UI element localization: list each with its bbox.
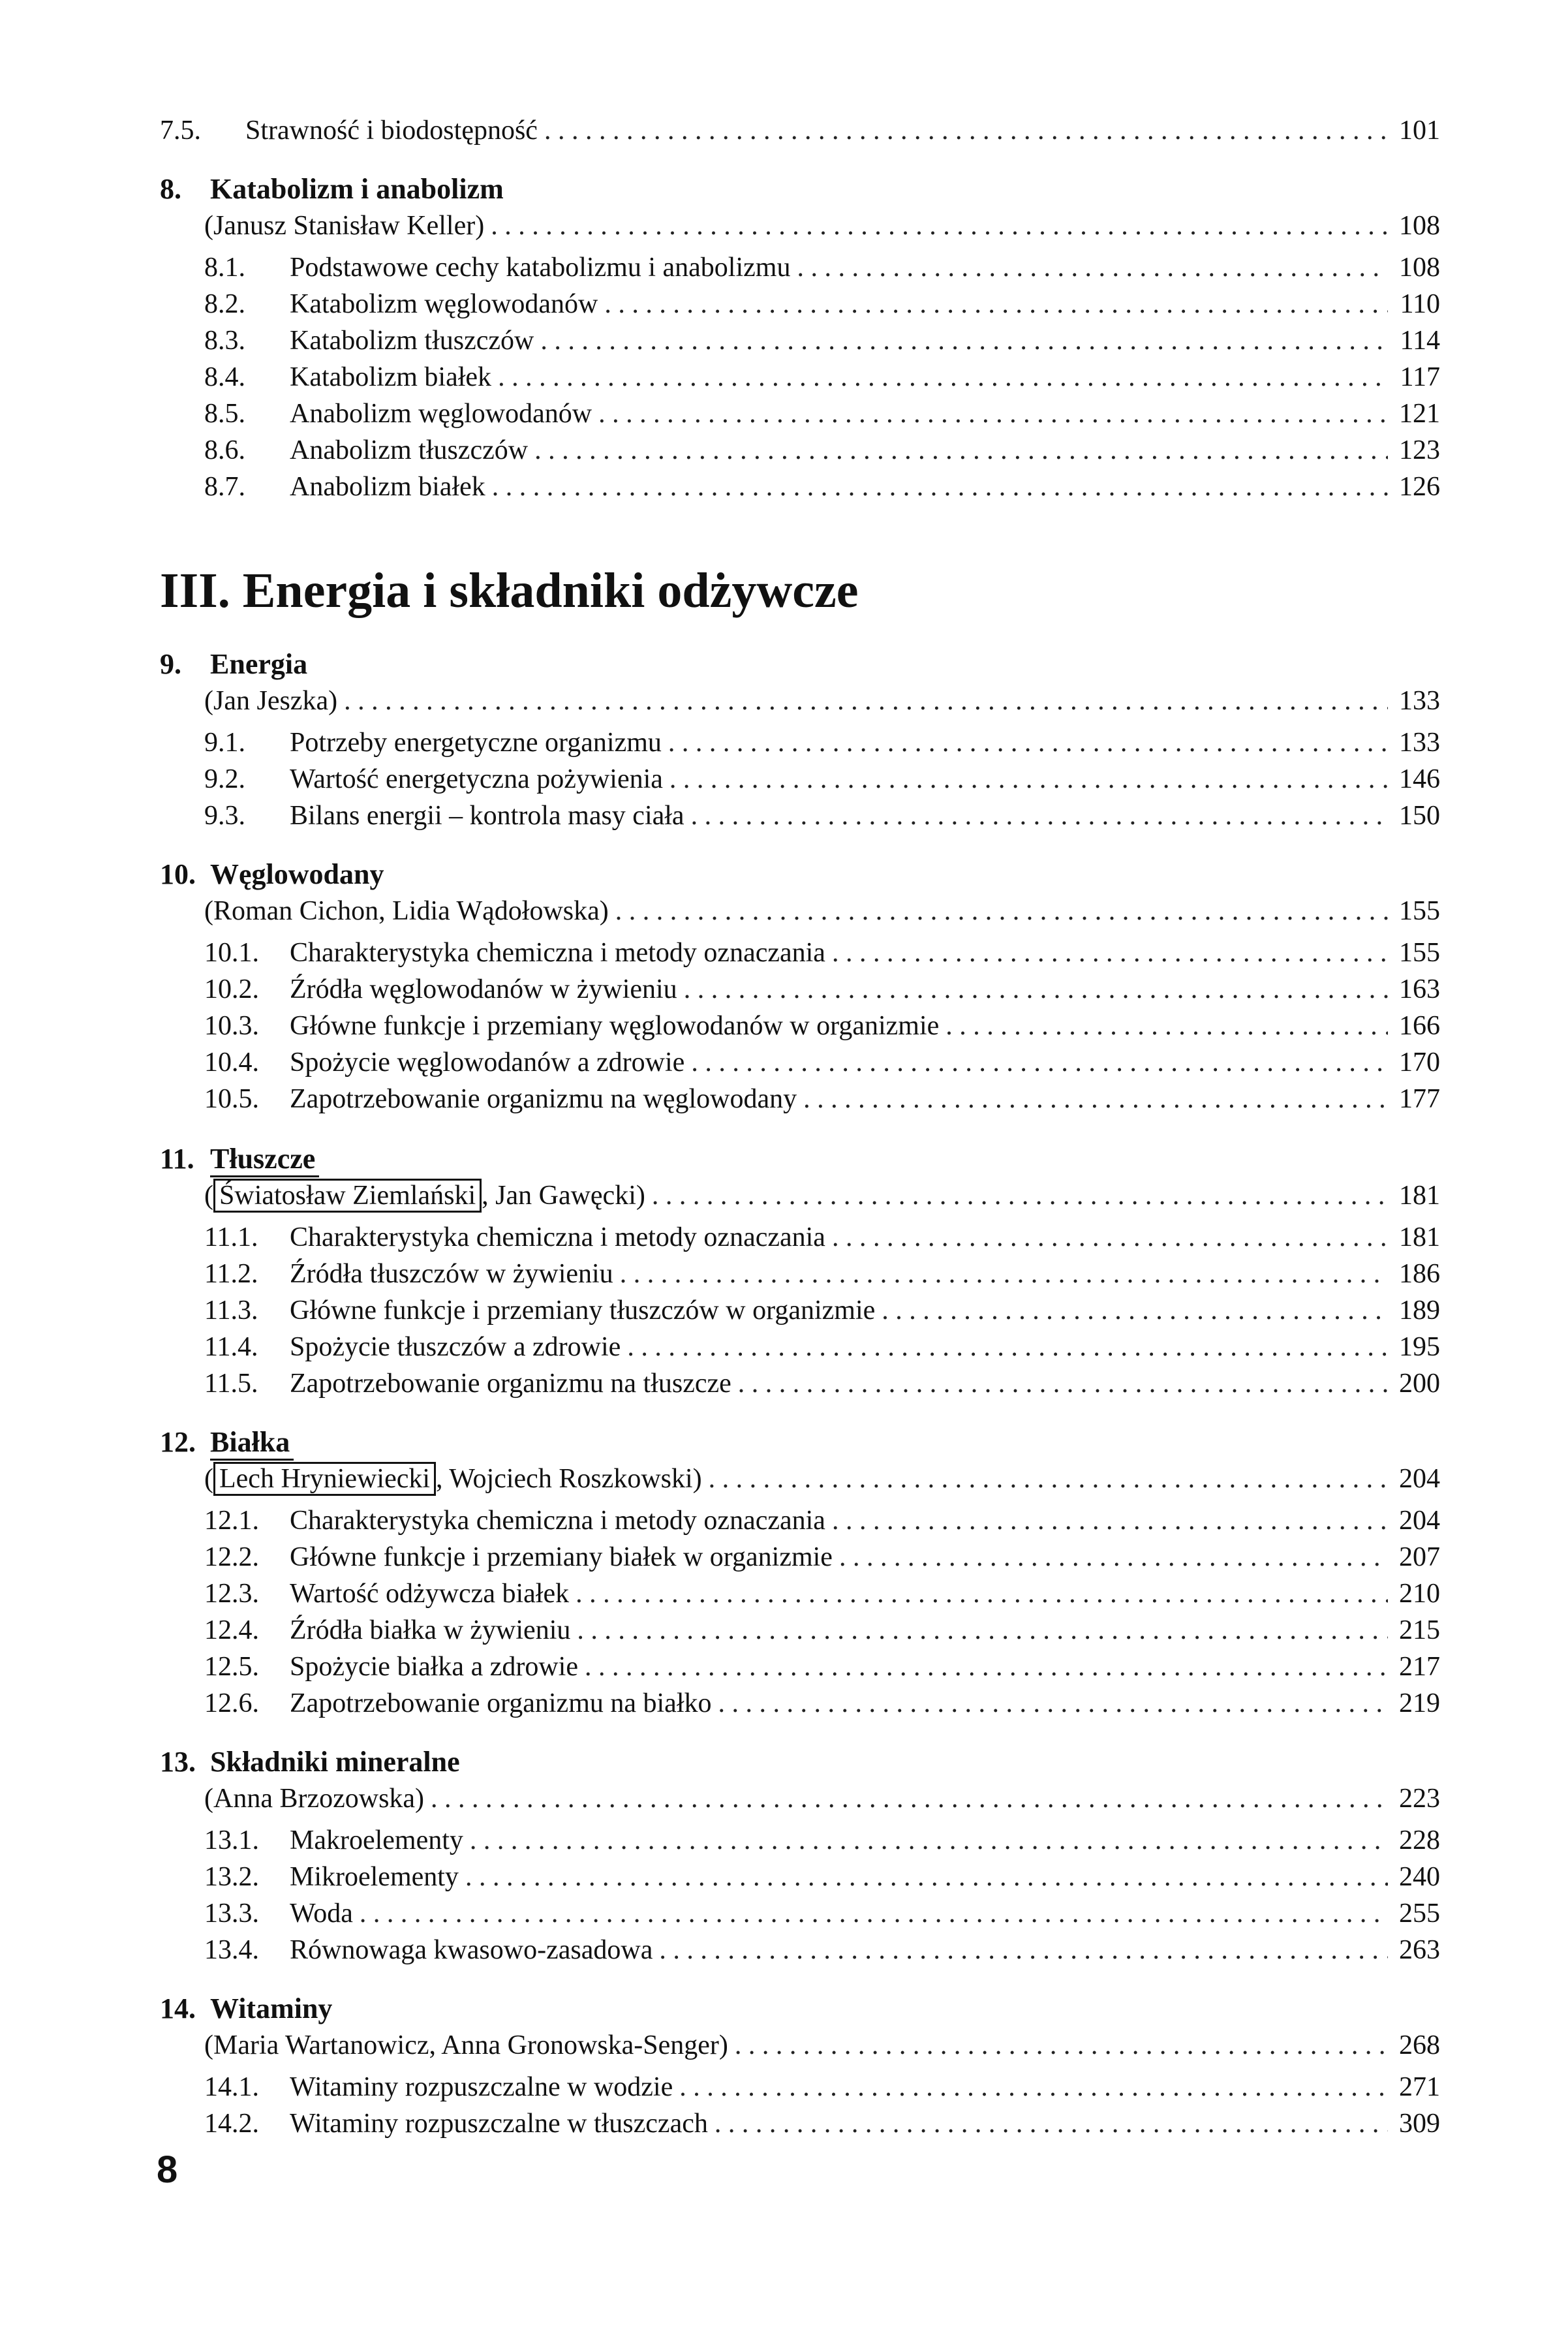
toc-entry [160, 395, 1440, 432]
entry-page: 240 [1399, 1862, 1440, 1892]
chapter-heading [160, 1141, 1440, 1177]
entry-page: 228 [1399, 1825, 1440, 1855]
entry-number: 10.5. [204, 1084, 259, 1114]
entry-page: 215 [1399, 1615, 1440, 1645]
entry-page: 309 [1399, 2109, 1440, 2139]
dot-leader [491, 208, 1388, 244]
entry-number: 12.3. [204, 1579, 259, 1609]
entry-title: Katabolizm węglowodanów [290, 289, 598, 319]
entry-title: Spożycie węglowodanów a zdrowie [290, 1047, 685, 1077]
dot-leader [832, 935, 1388, 971]
dot-leader [585, 1649, 1388, 1685]
entry-title: Anabolizm tłuszczów [290, 435, 529, 465]
chapter-heading [160, 1744, 1440, 1780]
chapter-title: Tłuszcze [210, 1141, 319, 1177]
toc-entry [160, 1822, 1440, 1859]
chapter-heading [160, 1991, 1440, 2027]
entry-title: Źródła węglowodanów w żywieniu [290, 974, 677, 1004]
entry-page: 177 [1399, 1084, 1440, 1114]
dot-leader [431, 1780, 1388, 1817]
chapter-heading [160, 1424, 1440, 1461]
toc-entry [160, 1685, 1440, 1722]
chapter-heading [160, 646, 1440, 683]
toc-entry [160, 1539, 1440, 1575]
entry-page: 114 [1400, 326, 1440, 356]
chapter-title: Składniki mineralne [210, 1746, 460, 1778]
entry-number: 14.1. [204, 2072, 259, 2102]
dot-leader [659, 1932, 1388, 1968]
entry-title: Spożycie tłuszczów a zdrowie [290, 1332, 621, 1362]
chapter-heading [160, 171, 1440, 208]
toc-entry [160, 1612, 1440, 1649]
entry-title: Źródła białka w żywieniu [290, 1615, 571, 1645]
entry-page: 101 [1399, 116, 1440, 146]
entry-page: 108 [1399, 211, 1440, 241]
chapter-title: Białka [210, 1424, 294, 1461]
toc-chapter-14 [160, 1991, 1440, 2142]
author-names: (Janusz Stanisław Keller) [204, 211, 485, 241]
chapter-number: 9. [160, 648, 181, 680]
dot-leader [803, 1081, 1388, 1117]
toc-entry [160, 1932, 1440, 1968]
author-names [160, 1461, 702, 1497]
entry-number: 13.2. [204, 1862, 259, 1892]
author-open-paren: ( [204, 1181, 213, 1211]
dot-leader [344, 683, 1388, 719]
entry-page: 268 [1399, 2030, 1440, 2060]
toc-entry [160, 1008, 1440, 1044]
entry-number: 8.7. [204, 472, 245, 502]
dot-leader [492, 469, 1388, 505]
boxed-author: Światosław Ziemlański [213, 1179, 482, 1213]
entry-page: 189 [1399, 1295, 1440, 1326]
dot-leader [598, 395, 1388, 432]
toc-entry [160, 2069, 1440, 2105]
author-rest: , Jan Gawęcki) [482, 1181, 645, 1211]
entry-title: Woda [290, 1899, 353, 1929]
toc-entry [160, 1329, 1440, 1365]
entry-page: 155 [1399, 938, 1440, 968]
toc-entry [160, 1895, 1440, 1932]
entry-title: Zapotrzebowanie organizmu na węglowodany [290, 1084, 797, 1114]
dot-leader [832, 1502, 1388, 1539]
dot-leader [576, 1575, 1388, 1612]
toc-chapter-11 [160, 1141, 1440, 1402]
toc-entry [160, 761, 1440, 798]
entry-page: 150 [1399, 801, 1440, 831]
dot-leader [709, 1461, 1388, 1497]
author-names [160, 1177, 645, 1214]
entry-page: 163 [1399, 974, 1440, 1004]
entry-title: Równowaga kwasowo-zasadowa [290, 1935, 653, 1965]
entry-title: Katabolizm białek [290, 362, 492, 392]
chapter-author [160, 208, 1440, 244]
entry-number: 8.4. [204, 362, 245, 392]
dot-leader [715, 2105, 1388, 2142]
toc-entry [160, 286, 1440, 322]
dot-leader [465, 1859, 1388, 1895]
author-open-paren: ( [204, 1464, 213, 1494]
entry-page: 170 [1399, 1047, 1440, 1077]
entry-title: Źródła tłuszczów w żywieniu [290, 1259, 613, 1289]
toc-entry [160, 1292, 1440, 1329]
toc-chapter-10 [160, 856, 1440, 1117]
toc-entry [160, 935, 1440, 971]
chapter-number: 8. [160, 173, 181, 205]
entry-number: 8.6. [204, 435, 245, 465]
chapter-author [160, 893, 1440, 929]
entry-title: Katabolizm tłuszczów [290, 326, 534, 356]
dot-leader [604, 286, 1388, 322]
entry-title: Zapotrzebowanie organizmu na białko [290, 1688, 712, 1718]
chapter-author [160, 1780, 1440, 1817]
entry-number: 13.4. [204, 1935, 259, 1965]
author-names: (Maria Wartanowicz, Anna Gronowska-Senger) [204, 2030, 728, 2060]
entry-page: 217 [1399, 1652, 1440, 1682]
entry-number: 12.6. [204, 1688, 259, 1718]
dot-leader [652, 1177, 1388, 1214]
entry-title: Główne funkcje i przemiany węglowodanów w organizmie [290, 1011, 940, 1041]
author-rest: , Wojciech Roszkowski) [436, 1464, 702, 1494]
entry-page: 204 [1399, 1464, 1440, 1494]
entry-page: 155 [1399, 896, 1440, 926]
entry-page: 204 [1399, 1506, 1440, 1536]
entry-page: 271 [1399, 2072, 1440, 2102]
chapter-number: 10. [160, 858, 196, 890]
toc-entry [160, 1081, 1440, 1117]
dot-leader [669, 761, 1388, 798]
dot-leader [360, 1895, 1388, 1932]
chapter-number: 12. [160, 1426, 196, 1458]
toc-entry [160, 1044, 1440, 1081]
entry-number: 11.3. [204, 1295, 258, 1326]
entry-title: Spożycie białka a zdrowie [290, 1652, 578, 1682]
toc-entry [160, 1575, 1440, 1612]
chapter-title: Witaminy [210, 1992, 333, 2024]
entry-title: Makroelementy [290, 1825, 463, 1855]
entry-number: 9.1. [204, 728, 245, 758]
entry-number: 10.3. [204, 1011, 259, 1041]
chapter-heading [160, 856, 1440, 893]
entry-number: 14.2. [204, 2109, 259, 2139]
dot-leader [668, 724, 1388, 761]
toc-chapter-9 [160, 646, 1440, 834]
dot-leader [882, 1292, 1388, 1329]
entry-number: 8.1. [204, 253, 245, 283]
entry-title: Witaminy rozpuszczalne w wodzie [290, 2072, 673, 2102]
entry-number: 8.2. [204, 289, 245, 319]
toc-entry [160, 469, 1440, 505]
entry-page: 121 [1399, 399, 1440, 429]
entry-title: Charakterystyka chemiczna i metody oznaczania [290, 938, 825, 968]
toc-entry [160, 1859, 1440, 1895]
chapter-number: 11. [160, 1143, 194, 1175]
toc-entry [160, 798, 1440, 834]
entry-title: Zapotrzebowanie organizmu na tłuszcze [290, 1369, 731, 1399]
entry-page: 166 [1399, 1011, 1440, 1041]
entry-number: 10.1. [204, 938, 259, 968]
chapter-title: Energia [210, 648, 308, 680]
dot-leader [735, 2027, 1388, 2064]
entry-page: 110 [1400, 289, 1440, 319]
entry-title: Podstawowe cechy katabolizmu i anabolizmu [290, 253, 791, 283]
entry-page: 117 [1400, 362, 1440, 392]
toc-entry [160, 112, 1440, 149]
chapter-author [160, 1461, 1440, 1497]
entry-number: 11.5. [204, 1369, 258, 1399]
dot-leader [498, 359, 1388, 395]
entry-number: 10.2. [204, 974, 259, 1004]
toc-chapter-13 [160, 1744, 1440, 1968]
part-title: III. Energia i składniki odżywcze [160, 563, 859, 618]
entry-number: 11.4. [204, 1332, 258, 1362]
entry-title: Główne funkcje i przemiany białek w organizmie [290, 1542, 833, 1572]
entry-title: Charakterystyka chemiczna i metody oznaczania [290, 1506, 825, 1536]
toc-entry [160, 1502, 1440, 1539]
entry-number: 13.3. [204, 1899, 259, 1929]
entry-page: 223 [1399, 1784, 1440, 1814]
dot-leader [797, 249, 1388, 286]
entry-page: 186 [1399, 1259, 1440, 1289]
entry-page: 207 [1399, 1542, 1440, 1572]
entry-page: 255 [1399, 1899, 1440, 1929]
entry-number: 12.4. [204, 1615, 259, 1645]
dot-leader [544, 112, 1388, 149]
dot-leader [691, 1044, 1388, 1081]
toc-section-7 [160, 112, 1440, 149]
dot-leader [577, 1612, 1388, 1649]
entry-number: 7.5. [160, 116, 201, 146]
entry-page: 200 [1399, 1369, 1440, 1399]
entry-page: 181 [1399, 1181, 1440, 1211]
dot-leader [945, 1008, 1388, 1044]
entry-title: Wartość energetyczna pożywienia [290, 764, 663, 794]
toc-chapter-8 [160, 171, 1440, 505]
entry-number: 8.5. [204, 399, 245, 429]
toc-chapter-12 [160, 1424, 1440, 1722]
dot-leader [684, 971, 1388, 1008]
entry-page: 133 [1399, 686, 1440, 716]
toc-entry [160, 249, 1440, 286]
entry-title: Potrzeby energetyczne organizmu [290, 728, 662, 758]
entry-page: 181 [1399, 1222, 1440, 1252]
entry-page: 123 [1399, 435, 1440, 465]
entry-number: 9.3. [204, 801, 245, 831]
entry-number: 12.5. [204, 1652, 259, 1682]
entry-number: 8.3. [204, 326, 245, 356]
entry-page: 108 [1399, 253, 1440, 283]
toc-entry [160, 359, 1440, 395]
dot-leader [534, 432, 1388, 469]
dot-leader [679, 2069, 1388, 2105]
chapter-author [160, 2027, 1440, 2064]
toc-entry [160, 2105, 1440, 2142]
entry-title: Strawność i biodostępność [245, 116, 538, 146]
author-names: (Jan Jeszka) [204, 686, 338, 716]
entry-title: Mikroelementy [290, 1862, 459, 1892]
chapter-title: Katabolizm i anabolizm [210, 173, 504, 205]
dot-leader [627, 1329, 1388, 1365]
dot-leader [832, 1219, 1388, 1256]
chapter-author [160, 683, 1440, 719]
entry-page: 263 [1399, 1935, 1440, 1965]
entry-title: Główne funkcje i przemiany tłuszczów w organizmie [290, 1295, 876, 1326]
dot-leader [540, 322, 1388, 359]
entry-number: 11.2. [204, 1259, 258, 1289]
dot-leader [738, 1365, 1388, 1402]
entry-title: Witaminy rozpuszczalne w tłuszczach [290, 2109, 708, 2139]
entry-number: 13.1. [204, 1825, 259, 1855]
chapter-number: 14. [160, 1992, 196, 2024]
entry-title: Charakterystyka chemiczna i metody oznaczania [290, 1222, 825, 1252]
entry-page: 126 [1399, 472, 1440, 502]
entry-title: Anabolizm białek [290, 472, 485, 502]
entry-title: Anabolizm węglowodanów [290, 399, 592, 429]
entry-number: 12.1. [204, 1506, 259, 1536]
chapter-author [160, 1177, 1440, 1214]
toc-entry [160, 724, 1440, 761]
toc-entry [160, 1649, 1440, 1685]
boxed-author: Lech Hryniewiecki [213, 1462, 436, 1496]
dot-leader [691, 798, 1388, 834]
entry-page: 146 [1399, 764, 1440, 794]
chapter-title: Węglowodany [210, 858, 384, 890]
toc-entry [160, 322, 1440, 359]
dot-leader [470, 1822, 1388, 1859]
dot-leader [718, 1685, 1389, 1722]
dot-leader [839, 1539, 1388, 1575]
page-number: 8 [157, 2148, 178, 2191]
entry-page: 195 [1399, 1332, 1440, 1362]
entry-number: 11.1. [204, 1222, 258, 1252]
author-names: (Anna Brzozowska) [204, 1784, 425, 1814]
entry-page: 133 [1399, 728, 1440, 758]
dot-leader [620, 1256, 1388, 1292]
entry-page: 210 [1399, 1579, 1440, 1609]
toc-entry [160, 971, 1440, 1008]
entry-number: 10.4. [204, 1047, 259, 1077]
entry-number: 9.2. [204, 764, 245, 794]
entry-number: 12.2. [204, 1542, 259, 1572]
toc-entry [160, 1365, 1440, 1402]
chapter-number: 13. [160, 1746, 196, 1778]
toc-entry [160, 1256, 1440, 1292]
toc-entry [160, 432, 1440, 469]
toc-entry [160, 1219, 1440, 1256]
author-names: (Roman Cichon, Lidia Wądołowska) [204, 896, 609, 926]
entry-title: Bilans energii – kontrola masy ciała [290, 801, 684, 831]
dot-leader [615, 893, 1388, 929]
entry-title: Wartość odżywcza białek [290, 1579, 570, 1609]
entry-page: 219 [1399, 1688, 1440, 1718]
